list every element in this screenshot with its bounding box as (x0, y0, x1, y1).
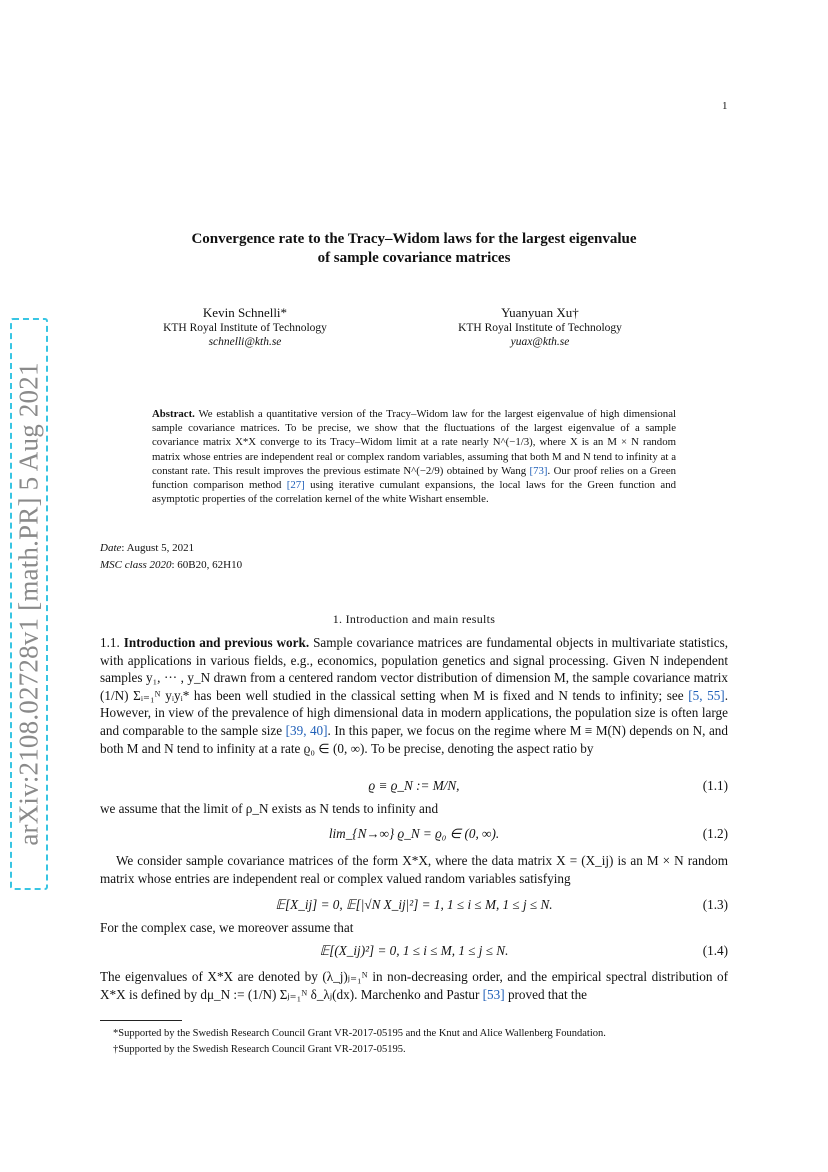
abstract-text: We establish a quantitative version of the Tracy–Widom law for the largest eigenvalue of high dimensional sample covariance matrices. To be precise, we show that the fluctuations of the largest eigenvalue of a sample covariance matrix X*X converge to its Tracy–Widom limit at a rate nearly N^(−1/3), where X is an M × N random matrix whose entries are independent real or complex random variables, assuming that both M and N tend to infinity at a constant rate. This result improves the previous estimate N^(−2/9) obtained by Wang (152, 408, 676, 477)
citation-link[interactable]: [73] (529, 464, 548, 477)
paragraph-text: proved that the (504, 986, 588, 1002)
intro-paragraph (100, 634, 728, 757)
msc-value: : 60B20, 62H10 (171, 559, 243, 571)
date-line (100, 540, 242, 557)
paragraph-sample-covariance: We consider sample covariance matrices of the form X*X, where the data matrix X = (X_ij) is an M × N random matrix whose entries are independent real or complex valued random variables satisfying (100, 853, 728, 886)
author-affiliation: KTH Royal Institute of Technology (458, 321, 622, 334)
abstract-text: using iterative cumulant expansions, the local laws for the Green function and asymptotic properties of the correlation kernel of the white Wishart ensemble. (152, 479, 676, 506)
footnote-2: †Supported by the Swedish Research Council Grant VR-2017-05195. (113, 1044, 406, 1055)
date-label: Date (100, 542, 122, 554)
subsection-number: 1.1. (100, 635, 120, 650)
paragraph-text: . However, in view of the prevalence of high dimensional data in modern applications, the population size is often large and comparable to the sample size (100, 687, 728, 738)
author-block-1 (130, 306, 360, 350)
author-name: Yuanyuan Xu† (501, 305, 579, 320)
subsection-title: Introduction and previous work. (123, 635, 310, 650)
equation-number: (1.1) (702, 778, 728, 793)
citation-link[interactable]: [27] (286, 479, 305, 492)
paragraph-eigenvalues (100, 968, 728, 1003)
abstract-text: . Our proof relies on a Green function comparison method (152, 464, 677, 492)
author-email: yuax@kth.se (510, 336, 570, 348)
text-between-equations: we assume that the limit of ρ_N exists as N tends to infinity and (100, 801, 439, 816)
paper-metadata (100, 540, 242, 574)
equation-number: (1.3) (702, 897, 728, 912)
arxiv-identifier: arXiv:2108.02728v1 [math.PR] 5 Aug 2021 (13, 362, 44, 846)
date-value: : August 5, 2021 (121, 542, 195, 554)
section-heading: 1. Introduction and main results (332, 612, 496, 626)
equation-expression: ϱ ≡ ϱ_N := M/N, (368, 778, 460, 793)
title-line-1: Convergence rate to the Tracy–Widom laws for the largest eigenvalue (191, 231, 637, 247)
citation-link[interactable]: [5, 55] (688, 687, 725, 703)
abstract (152, 407, 676, 506)
equation-expression: lim_{N→∞} ϱ_N = ϱ₀ ∈ (0, ∞). (328, 826, 500, 841)
msc-label: MSC class 2020 (100, 559, 172, 571)
text-complex-case: For the complex case, we moreover assume that (100, 920, 354, 935)
author-name: Kevin Schnelli* (202, 305, 288, 320)
citation-link[interactable]: [39, 40] (285, 722, 328, 738)
footnote-1: *Supported by the Swedish Research Council Grant VR-2017-05195 and the Knut and Alice Wallenberg Foundation. (113, 1028, 606, 1039)
paragraph-text: Sample covariance matrices are fundamental objects in multivariate statistics, with applications in various fields, e.g., economics, population genetics and signal processing. Given N independent samples y₁, ··· , y_N drawn from a centered random vector distribution of dimension M, the sample covariance matrix (1/N) Σᵢ₌₁ᴺ yᵢyᵢ* has been well studied in the classical setting when M is fixed and N tends to infinity; see (100, 635, 729, 703)
author-block-2 (430, 306, 650, 350)
abstract-label: Abstract. (152, 408, 195, 420)
page-number: 1 (722, 100, 728, 112)
equation-number: (1.4) (702, 943, 728, 958)
msc-line (100, 557, 242, 574)
equation-expression: 𝔼[X_ij] = 0, 𝔼[|√N X_ij|²] = 1, 1 ≤ i ≤ M, 1 ≤ j ≤ N. (275, 897, 553, 912)
citation-link[interactable]: [53] (482, 986, 505, 1002)
paragraph-text: The eigenvalues of X*X are denoted by (λ_j)ⱼ₌₁ᴺ in non-decreasing order, and the empirical spectral distribution of X*X is defined by dμ_N := (1/N) Σⱼ₌₁ᴺ δ_λⱼ(dx). Marchenko and Pastur (100, 969, 728, 1002)
title-line-2: of sample covariance matrices (317, 250, 511, 266)
paragraph-text: . In this paper, we focus on the regime where M ≡ M(N) depends on N, and both M and N tend to infinity at a rate ϱ₀ ∈ (0, ∞). To be precise, denoting the aspect ratio by (100, 722, 728, 756)
equation-number: (1.2) (702, 826, 728, 841)
equation-expression: 𝔼[(X_ij)²] = 0, 1 ≤ i ≤ M, 1 ≤ j ≤ N. (319, 943, 509, 958)
paper-title (100, 230, 728, 268)
author-affiliation: KTH Royal Institute of Technology (163, 321, 327, 334)
author-email: schnelli@kth.se (208, 336, 282, 348)
footnote-rule (100, 1020, 182, 1021)
